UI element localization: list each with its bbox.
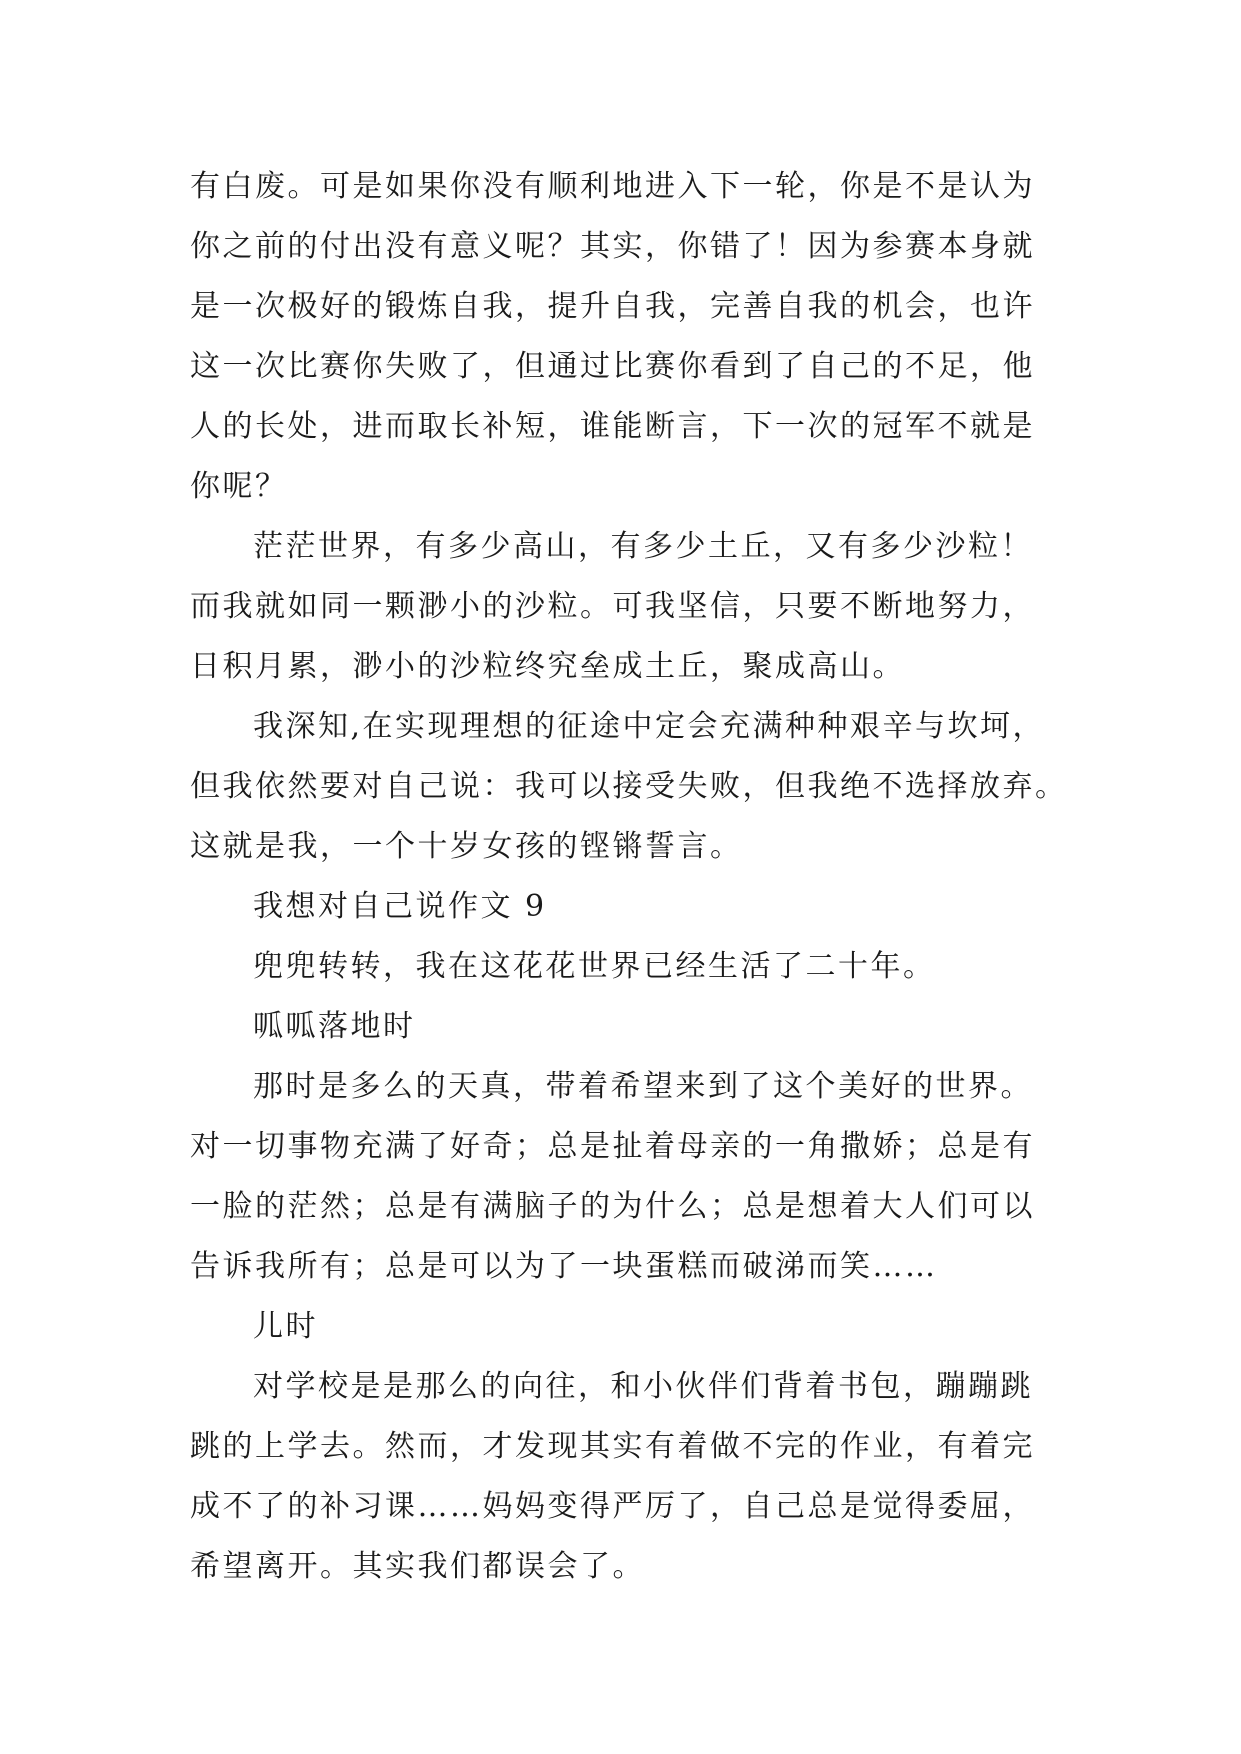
body-text xyxy=(190,157,1070,1597)
text-line: 人的长处，进而取长补短，谁能断言，下一次的冠军不就是 xyxy=(190,409,1035,444)
text-line: 这就是我，一个十岁女孩的铿锵誓言。 xyxy=(190,829,743,864)
text-line: 希望离开。其实我们都误会了。 xyxy=(190,1549,645,1584)
text-line: 你呢？ xyxy=(190,469,288,504)
text-line: 但我依然要对自己说：我可以接受失败，但我绝不选择放弃。 xyxy=(190,769,1068,804)
text-line: 茫茫世界，有多少高山，有多少土丘，又有多少沙粒！ xyxy=(253,529,1033,564)
text-line: 告诉我所有；总是可以为了一块蛋糕而破涕而笑…… xyxy=(190,1249,938,1284)
text-line: 成不了的补习课……妈妈变得严厉了，自己总是觉得委屈， xyxy=(190,1489,1035,1524)
text-line: 日积月累，渺小的沙粒终究垒成土丘，聚成高山。 xyxy=(190,649,905,684)
text-line: 你之前的付出没有意义呢？其实，你错了！因为参赛本身就 xyxy=(190,229,1035,264)
text-line: 那时是多么的天真，带着希望来到了这个美好的世界。 xyxy=(253,1069,1033,1104)
text-line: 呱呱落地时 xyxy=(253,1009,416,1044)
text-line: 有白废。可是如果你没有顺利地进入下一轮，你是不是认为 xyxy=(190,169,1035,204)
text-line: 对学校是是那么的向往，和小伙伴们背着书包，蹦蹦跳 xyxy=(253,1369,1033,1404)
text-line: 我深知,在实现理想的征途中定会充满种种艰辛与坎坷， xyxy=(253,709,1046,744)
text-line: 儿时 xyxy=(253,1309,318,1344)
text-line: 兜兜转转，我在这花花世界已经生活了二十年。 xyxy=(253,949,936,984)
text-line: 跳的上学去。然而，才发现其实有着做不完的作业，有着完 xyxy=(190,1429,1035,1464)
text-line: 是一次极好的锻炼自我，提升自我，完善自我的机会，也许 xyxy=(190,289,1035,324)
text-line: 这一次比赛你失败了，但通过比赛你看到了自己的不足，他 xyxy=(190,349,1035,384)
text-line: 对一切事物充满了好奇；总是扯着母亲的一角撒娇；总是有 xyxy=(190,1129,1035,1164)
text-line: 一脸的茫然；总是有满脑子的为什么；总是想着大人们可以 xyxy=(190,1189,1035,1224)
text-line: 而我就如同一颗渺小的沙粒。可我坚信，只要不断地努力， xyxy=(190,589,1035,624)
text-line: 我想对自己说作文 9 xyxy=(253,889,547,924)
